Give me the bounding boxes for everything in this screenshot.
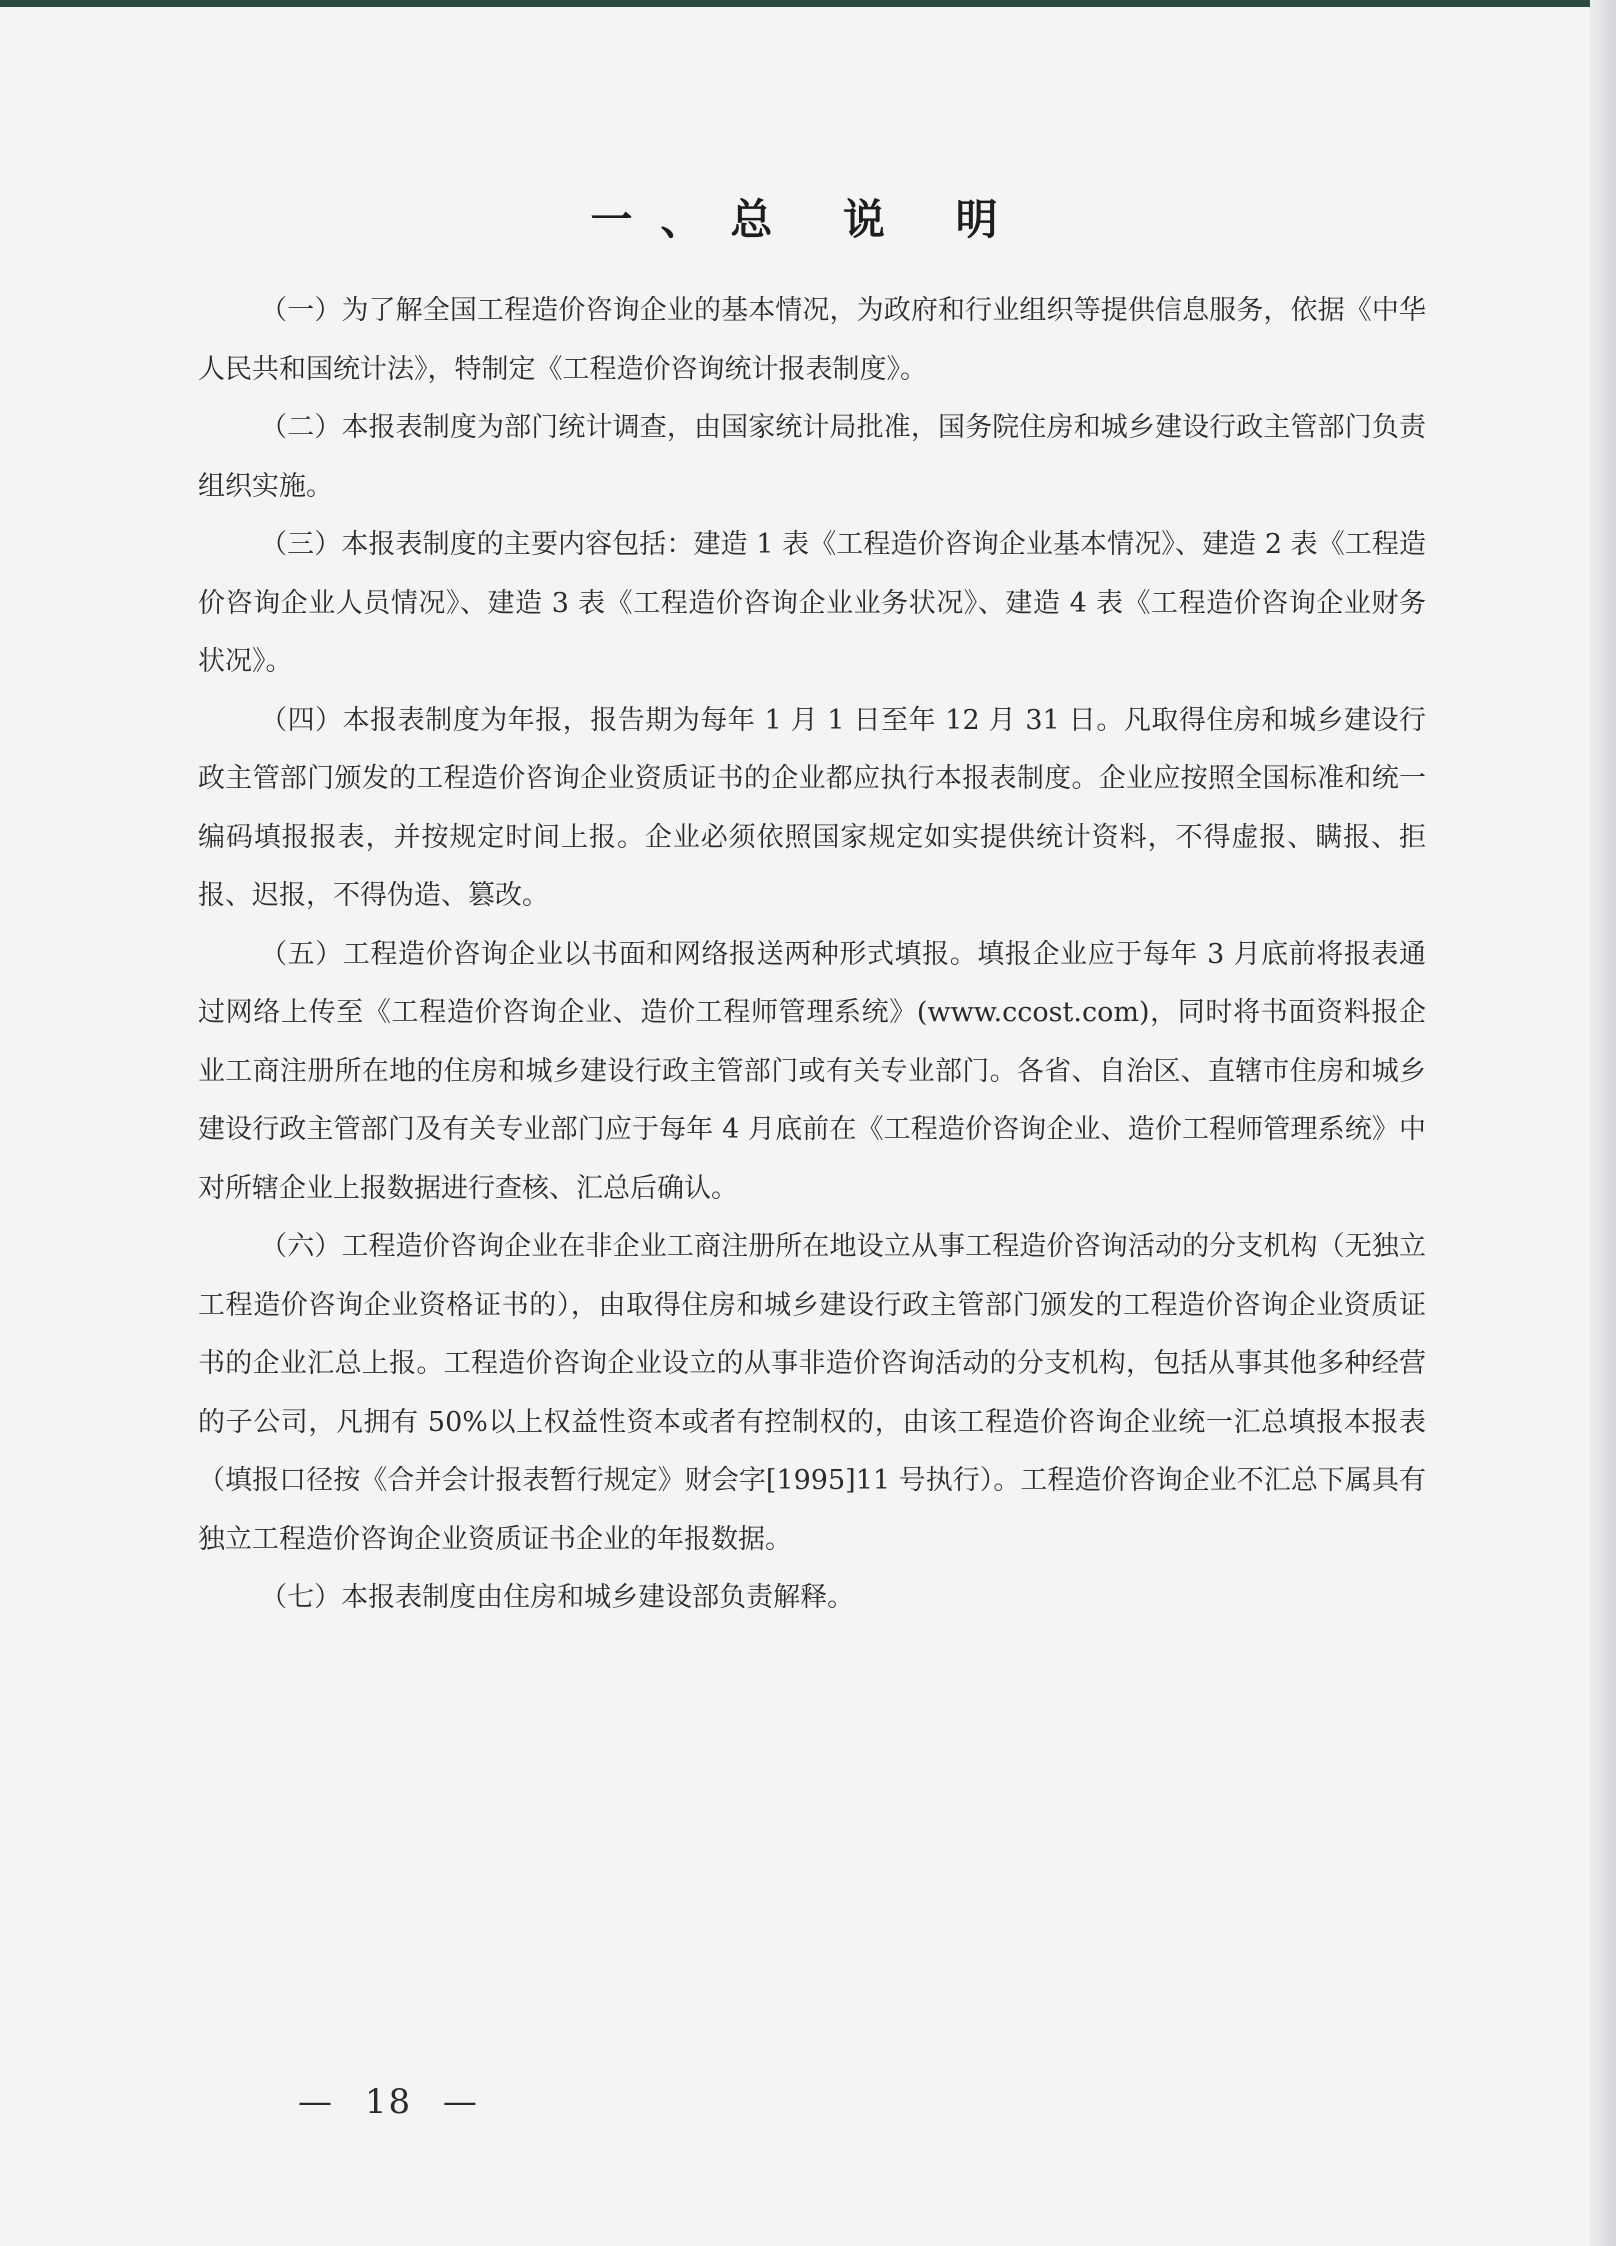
paragraph-5: （五）工程造价咨询企业以书面和网络报送两种形式填报。填报企业应于每年 3 月底前将报表通过网络上传至《工程造价咨询企业、造价工程师管理系统》(www.ccost.com)，同时将书面资料报企业工商注册所在地的住房和城乡建设行政主管部门或有关专业部门。各省、自治区、直辖市住房和城乡建设行政主管部门及有关专业部门应于每年 4 月底前在《工程造价咨询企业、造价工程师管理系统》中对所辖企业上报数据进行查核、汇总后确认。 xyxy=(198,938,1426,1204)
paragraph-3: （三）本报表制度的主要内容包括：建造 1 表《工程造价咨询企业基本情况》、建造 2 表《工程造价咨询企业人员情况》、建造 3 表《工程造价咨询企业业务状况》、建造 4 表《工程造价咨询企业财务状况》。 xyxy=(198,529,1426,677)
paragraph-7: （七）本报表制度由住房和城乡建设部负责解释。 xyxy=(260,1582,855,1613)
page-number-dash-right: — xyxy=(442,2082,479,2122)
page-top-edge xyxy=(0,0,1616,7)
page-footer xyxy=(280,2082,497,2122)
page-number-dash-left: — xyxy=(298,2082,334,2122)
paragraph-2: （二）本报表制度为部门统计调查，由国家统计局批准，国务院住房和城乡建设行政主管部门负责组织实施。 xyxy=(198,412,1426,502)
paragraph-1: （一）为了解全国工程造价咨询企业的基本情况，为政府和行业组织等提供信息服务，依据《中华人民共和国统计法》，特制定《工程造价咨询统计报表制度》。 xyxy=(198,295,1426,385)
document-body xyxy=(198,282,1426,1628)
paragraph-4: （四）本报表制度为年报，报告期为每年 1 月 1 日至年 12 月 31 日。凡取得住房和城乡建设行政主管部门颁发的工程造价咨询企业资质证书的企业都应执行本报表制度。企业应按照全国标准和统一编码填报报表，并按规定时间上报。企业必须依照国家规定如实提供统计资料，不得虚报、瞒报、拒报、迟报，不得伪造、篡改。 xyxy=(198,704,1426,911)
page-number: 18 xyxy=(364,2082,413,2122)
paragraph-6: （六）工程造价咨询企业在非企业工商注册所在地设立从事工程造价咨询活动的分支机构（无独立工程造价咨询企业资格证书的），由取得住房和城乡建设行政主管部门颁发的工程造价咨询企业资质证书的企业汇总上报。工程造价咨询企业设立的从事非造价咨询活动的分支机构，包括从事其他多种经营的子公司，凡拥有 50%以上权益性资本或者有控制权的，由该工程造价咨询企业统一汇总填报本报表（填报口径按《合并会计报表暂行规定》财会字[1995]11 号执行）。工程造价咨询企业不汇总下属具有独立工程造价咨询企业资质证书企业的年报数据。 xyxy=(198,1231,1426,1555)
page-right-shadow xyxy=(1590,0,1616,2246)
page-title: 一、总 说 明 xyxy=(590,195,1026,244)
